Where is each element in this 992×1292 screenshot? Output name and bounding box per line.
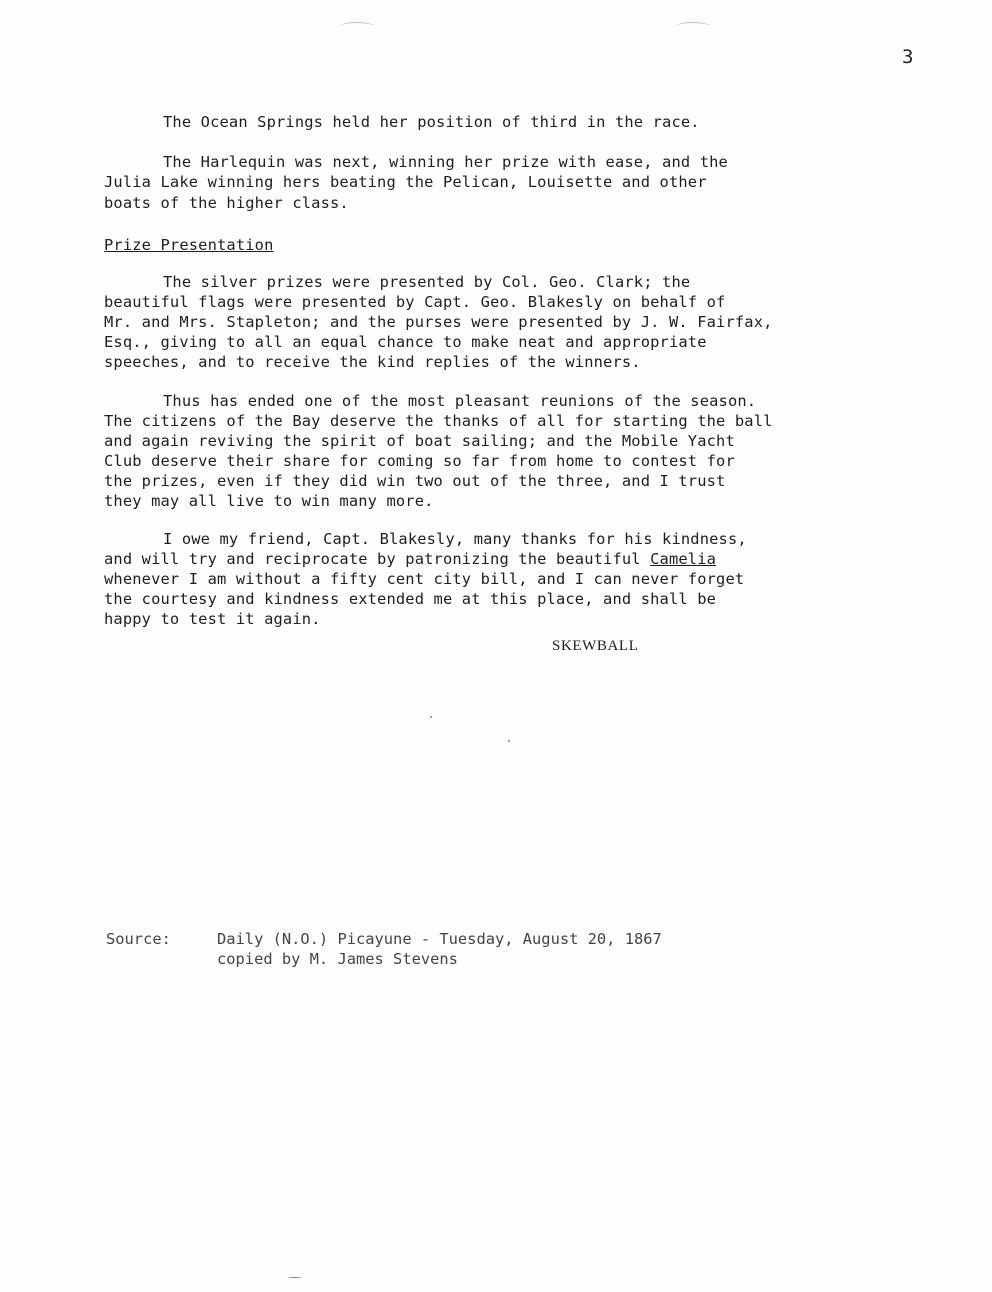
paragraph-2-line: Julia Lake winning hers beating the Pelican, Louisette and other (104, 173, 707, 191)
source-label: Source: (106, 930, 171, 948)
scan-mark-right (676, 22, 710, 31)
speck (430, 716, 432, 718)
paragraph-2-line: The Harlequin was next, winning her prize with ease, and the (163, 153, 728, 171)
paragraph-3-line: speeches, and to receive the kind replies of the winners. (104, 353, 641, 371)
source-citation: Daily (N.O.) Picayune - Tuesday, August 20, 1867 (217, 930, 662, 948)
source-copier: copied by M. James Stevens (217, 950, 458, 968)
paragraph-3-line: The silver prizes were presented by Col. Geo. Clark; the (163, 273, 691, 291)
boat-name-underlined: Camelia (650, 550, 717, 568)
paragraph-3-line: Esq., giving to all an equal chance to make neat and appropriate (104, 333, 707, 351)
speck (508, 740, 510, 742)
paragraph-2-line: boats of the higher class. (104, 194, 349, 212)
paragraph-4-line: Club deserve their share for coming so far from home to contest for (104, 452, 735, 470)
paragraph-3-line: Mr. and Mrs. Stapleton; and the purses were presented by J. W. Fairfax, (104, 313, 773, 331)
paragraph-4-line: Thus has ended one of the most pleasant reunions of the season. (163, 392, 757, 410)
paragraph-5-line: happy to test it again. (104, 610, 321, 628)
scan-mark-left (340, 22, 374, 31)
signature: SKEWBALL (552, 638, 639, 654)
paragraph-3-line: beautiful flags were presented by Capt. Geo. Blakesly on behalf of (104, 293, 726, 311)
paragraph-1-line: The Ocean Springs held her position of third in the race. (163, 113, 700, 131)
paragraph-5-line: I owe my friend, Capt. Blakesly, many thanks for his kindness, (163, 530, 747, 548)
paragraph-4-line: they may all live to win many more. (104, 492, 434, 510)
paragraph-5-line: whenever I am without a fifty cent city bill, and I can never forget (104, 570, 745, 588)
page-number: 3 (902, 46, 914, 68)
paragraph-4-line: the prizes, even if they did win two out of the three, and I trust (104, 472, 726, 490)
section-heading: Prize Presentation (104, 236, 274, 254)
paragraph-5-text: and will try and reciprocate by patronizing the beautiful (104, 550, 651, 568)
paragraph-5-line: the courtesy and kindness extended me at this place, and shall be (104, 590, 717, 608)
paragraph-4-line: and again reviving the spirit of boat sailing; and the Mobile Yacht (104, 432, 735, 450)
speck (288, 1277, 302, 1278)
paragraph-5-line (104, 549, 716, 569)
paragraph-4-line: The citizens of the Bay deserve the thanks of all for starting the ball (104, 412, 773, 430)
